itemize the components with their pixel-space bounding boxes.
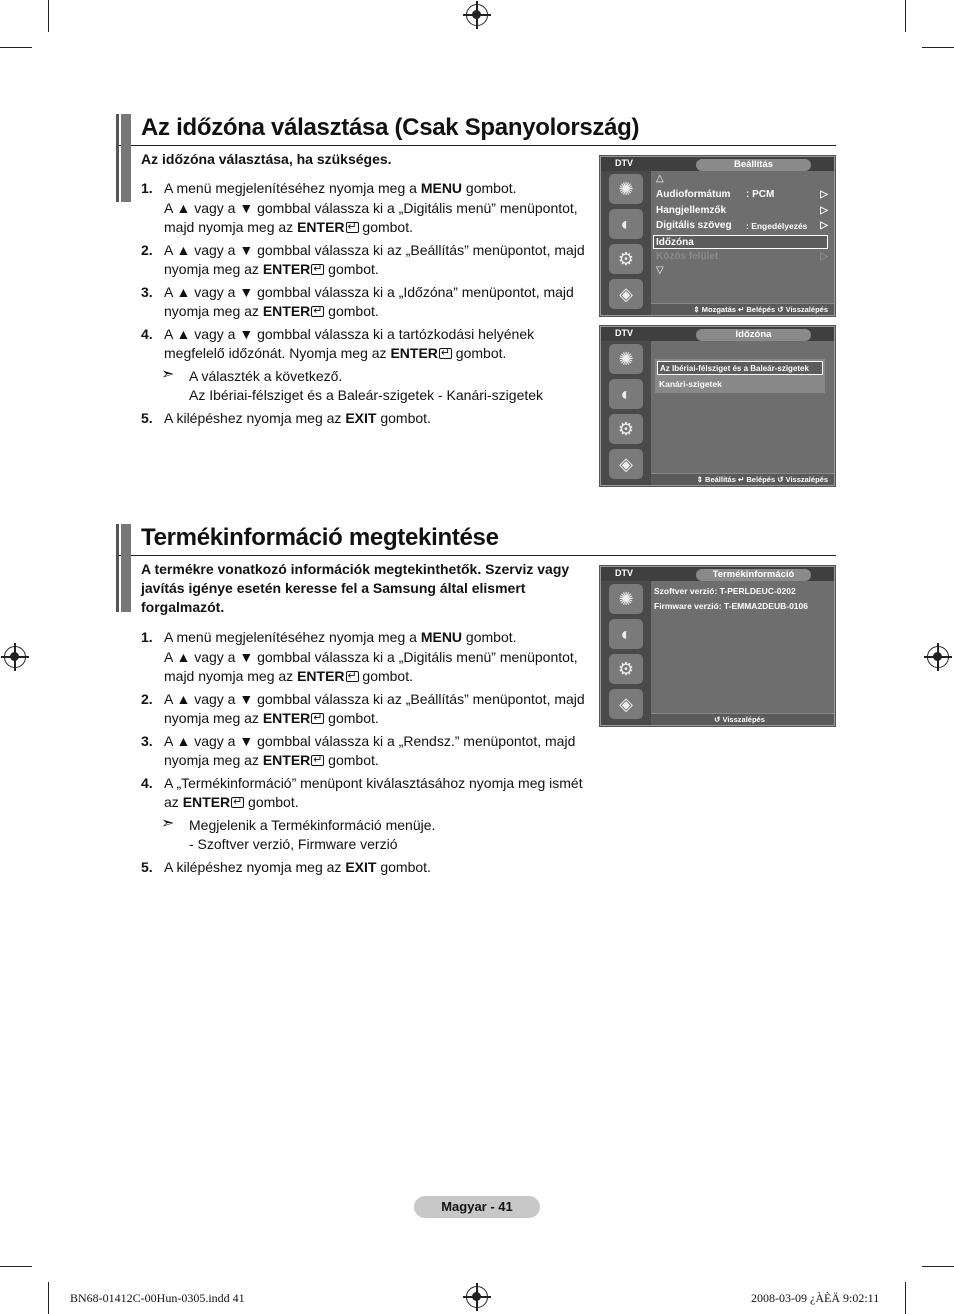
input-menu-icon[interactable]: ◈ — [609, 279, 643, 309]
note-arrow-icon: ➣ — [161, 814, 175, 832]
print-info-right: 2008-03-09 ¿ÀÈÄ 9:02:11 — [751, 1291, 880, 1305]
step-item: 4. A ▲ vagy a ▼ gombbal válassza ki a tartózkodási helyének megfelelő időzónát. Nyomja meg az ENTER↵ gombot. — [141, 325, 591, 364]
crop-mark — [922, 1266, 954, 1267]
sound-menu-icon[interactable]: ◐ — [609, 379, 643, 409]
menu-row[interactable]: Digitális szöveg : Engedélyezés ▷ — [656, 220, 828, 231]
tv-menu-settings — [600, 156, 835, 316]
step-item: 4. A „Termékinformáció” menüpont kiválasztásához nyomja meg ismét az ENTER↵ gombot. — [141, 774, 591, 813]
crop-mark — [48, 0, 49, 32]
picture-menu-icon[interactable]: ✺ — [609, 584, 643, 614]
menu-footer: ⇕ Mozgatás ↵ Belépés ↺ Visszalépés — [651, 303, 834, 315]
page-number: Magyar - 41 — [414, 1196, 540, 1218]
crop-mark — [48, 1282, 49, 1314]
sound-menu-icon[interactable]: ◐ — [609, 619, 643, 649]
section-title: Termékinformáció megtekintése — [141, 524, 499, 551]
menu-content — [651, 581, 834, 713]
enter-icon — [311, 713, 324, 724]
section-intro: Az időzóna választása, ha szükséges. — [141, 151, 392, 167]
menu-sidebar — [601, 581, 651, 725]
input-menu-icon[interactable]: ◈ — [609, 449, 643, 479]
menu-row-selected[interactable]: Időzóna — [653, 235, 828, 249]
print-info-left: BN68-01412C-00Hun-0305.indd 41 — [70, 1291, 245, 1305]
enter-icon — [346, 222, 359, 233]
enter-icon — [311, 306, 324, 317]
crop-mark — [905, 0, 906, 32]
enter-icon — [231, 797, 244, 808]
section-intro: A termékre vonatkozó információk megtekinthetők. Szerviz vagy javítás igénye esetén keresse fel a Samsung által elismert forgalmazót. — [141, 561, 570, 615]
section-title: Az időzóna választása (Csak Spanyolország) — [141, 114, 640, 141]
menu-content — [651, 171, 834, 303]
setup-menu-icon[interactable]: ⚙ — [609, 654, 643, 684]
step-item: 5. A kilépéshez nyomja meg az EXIT gombot. — [141, 409, 431, 426]
note: ➣ A választék a következő. Az Ibériai-félsziget és a Baleár-szigetek - Kanári-szigetek — [161, 365, 544, 403]
menu-title: Termékinformáció — [696, 569, 811, 581]
note-arrow-icon: ➣ — [161, 365, 175, 383]
menu-topbar: DTV Beállítás — [601, 157, 834, 171]
input-menu-icon[interactable]: ◈ — [609, 689, 643, 719]
menu-content — [651, 341, 834, 473]
menu-row[interactable]: Audioformátum : PCM ▷ — [656, 189, 828, 200]
enter-icon — [311, 755, 324, 766]
enter-icon — [439, 348, 452, 359]
crop-mark — [0, 47, 32, 48]
sound-menu-icon[interactable]: ◐ — [609, 209, 643, 239]
menu-footer: ↺ Visszalépés — [651, 713, 834, 725]
menu-topbar: DTV Időzóna — [601, 327, 834, 341]
section-header-timezone — [116, 114, 836, 146]
crop-mark — [0, 1266, 32, 1267]
crop-mark — [922, 47, 954, 48]
right-arrow-icon: ▷ — [820, 220, 828, 231]
registration-mark-icon — [4, 646, 26, 668]
picture-menu-icon[interactable]: ✺ — [609, 344, 643, 374]
menu-row[interactable]: Közös felület ▷ — [656, 251, 828, 262]
menu-topbar: DTV Termékinformáció — [601, 567, 834, 581]
steps-list — [141, 179, 591, 431]
note: ➣ Megjelenik a Termékinformáció menüje. - Szoftver verzió, Firmware verzió — [161, 814, 436, 852]
enter-icon — [346, 671, 359, 682]
software-version: Szoftver verzió: T-PERLDEUC-0202 — [654, 586, 796, 596]
picture-menu-icon[interactable]: ✺ — [609, 174, 643, 204]
setup-menu-icon[interactable]: ⚙ — [609, 244, 643, 274]
menu-sidebar — [601, 171, 651, 315]
menu-title: Időzóna — [696, 329, 811, 341]
step-item: 1. A menü megjelenítéséhez nyomja meg a MENU gombot. A ▲ vagy a ▼ gombbal válassza ki a „Digitális menü” menüpontot, majd nyomja meg az ENTER↵ gombot. — [141, 179, 591, 238]
header-bar-decoration — [116, 114, 119, 202]
header-bar-decoration — [121, 524, 131, 612]
step-item: 3. A ▲ vagy a ▼ gombbal válassza ki a „Rendsz.” menüpontot, majd nyomja meg az ENTER↵ gombot. — [141, 732, 591, 771]
enter-icon — [311, 264, 324, 275]
step-item: 5. A kilépéshez nyomja meg az EXIT gombot. — [141, 858, 431, 875]
tv-menu-productinfo — [600, 566, 835, 726]
menu-sidebar — [601, 341, 651, 485]
setup-menu-icon[interactable]: ⚙ — [609, 414, 643, 444]
up-arrow-icon: △ — [656, 173, 664, 184]
header-bar-decoration — [121, 114, 131, 202]
right-arrow-icon: ▷ — [820, 205, 828, 216]
registration-mark-icon — [466, 1286, 488, 1308]
tv-menu-timezone — [600, 326, 835, 486]
right-arrow-icon: ▷ — [820, 189, 828, 200]
header-bar-decoration — [116, 524, 119, 612]
menu-footer: ⇕ Beállítás ↵ Belépés ↺ Visszalépés — [651, 473, 834, 485]
section-header-productinfo — [116, 524, 836, 556]
registration-mark-icon — [927, 646, 949, 668]
step-item: 2. A ▲ vagy a ▼ gombbal válassza ki az „Beállítás” menüpontot, majd nyomja meg az ENTER↵ gombot. — [141, 241, 591, 280]
timezone-option[interactable]: Kanári-szigetek — [659, 379, 722, 389]
step-item: 1. A menü megjelenítéséhez nyomja meg a MENU gombot. A ▲ vagy a ▼ gombbal válassza ki a „Digitális menü” menüpontot, majd nyomja meg az ENTER↵ gombot. — [141, 628, 591, 687]
down-arrow-icon: ▽ — [656, 265, 664, 276]
registration-mark-icon — [466, 4, 488, 26]
crop-mark — [905, 1282, 906, 1314]
menu-row[interactable]: Hangjellemzők ▷ — [656, 205, 828, 216]
steps-list — [141, 628, 591, 880]
step-item: 3. A ▲ vagy a ▼ gombbal válassza ki a „Időzóna” menüpontot, majd nyomja meg az ENTER↵ gombot. — [141, 283, 591, 322]
timezone-option-selected[interactable]: Az Ibériai-félsziget és a Baleár-szigetek — [657, 361, 823, 375]
firmware-version: Firmware verzió: T-EMMA2DEUB-0106 — [654, 601, 808, 611]
menu-title: Beállítás — [696, 159, 811, 171]
right-arrow-icon: ▷ — [820, 251, 828, 262]
step-item: 2. A ▲ vagy a ▼ gombbal válassza ki az „Beállítás” menüpontot, majd nyomja meg az ENTER↵ gombot. — [141, 690, 591, 729]
